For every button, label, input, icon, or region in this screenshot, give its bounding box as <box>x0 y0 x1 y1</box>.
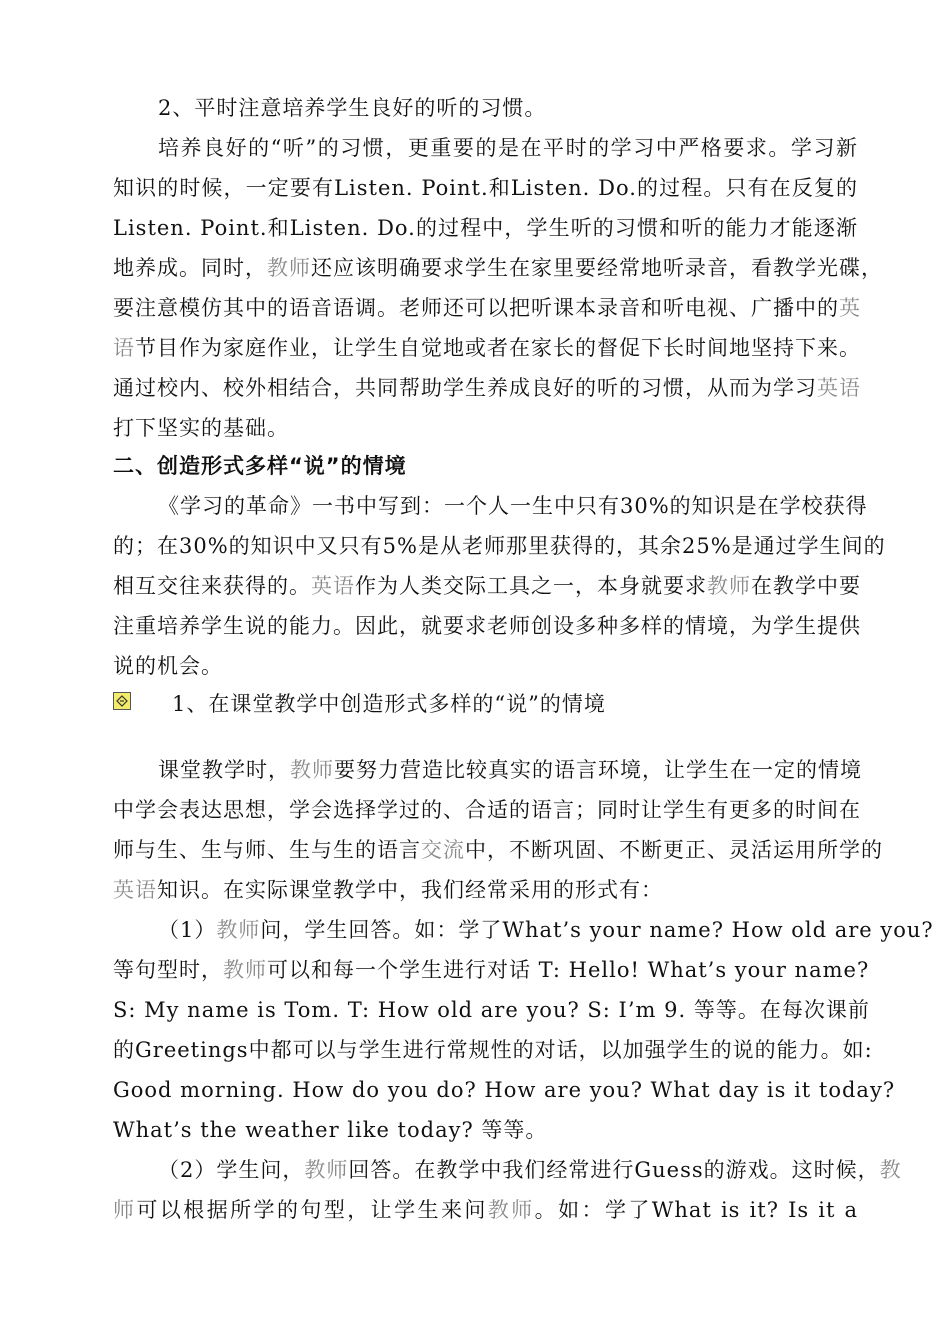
paragraph-line <box>113 1116 858 1144</box>
text-segment: 培养良好的“听”的习惯，更重要的是在平时的学习中严格要求。学习新 <box>158 136 858 160</box>
text-segment: 的Greetings中都可以与学生进行常规性的对话，以加强学生的说的能力。如: <box>113 1038 873 1062</box>
paragraph-line <box>113 876 858 904</box>
text-segment: 问，学生回答。如：学了What’s your name? How old are you? <box>260 918 934 942</box>
keyword-link[interactable]: 教师 <box>290 758 334 782</box>
paragraph-line <box>113 612 861 640</box>
keyword-link[interactable]: 教师 <box>487 1198 535 1222</box>
section-heading <box>113 452 858 480</box>
paragraph-line <box>158 756 862 784</box>
paragraph-line <box>113 572 861 600</box>
paragraph-line <box>113 796 861 824</box>
paragraph-line <box>113 1196 858 1224</box>
keyword-link[interactable]: 语 <box>113 336 135 360</box>
text-segment: 师与生、生与师、生与生的语言 <box>113 838 421 862</box>
keyword-link[interactable]: 英语 <box>113 878 157 902</box>
text-segment: 1、在课堂教学中创造形式多样的“说”的情境 <box>172 692 606 716</box>
paragraph-line <box>158 134 858 162</box>
paragraph-line <box>158 1156 902 1184</box>
keyword-link[interactable]: 英 <box>839 296 861 320</box>
text-segment: 2、平时注意培养学生良好的听的习惯。 <box>158 96 547 120</box>
text-segment: 注重培养学生说的能力。因此，就要求老师创设多种多样的情境，为学生提供 <box>113 614 861 638</box>
text-segment: 《学习的革命》一书中写到：一个人一生中只有30%的知识是在学校获得 <box>158 494 868 518</box>
text-segment: 知识的时候，一定要有Listen. Point.和Listen. Do.的过程。只有在反复的 <box>113 176 858 200</box>
keyword-link[interactable]: 交流 <box>421 838 465 862</box>
text-segment: 课堂教学时， <box>158 758 290 782</box>
text-segment: 节目作为家庭作业，让学生自觉地或者在家长的督促下长时间地坚持下来。 <box>135 336 861 360</box>
text-segment: Listen. Point.和Listen. Do.的过程中，学生听的习惯和听的能力才能逐渐 <box>113 216 858 240</box>
text-segment: 二、创造形式多样“说”的情境 <box>113 454 407 478</box>
keyword-link[interactable]: 教师 <box>216 918 261 942</box>
text-segment: Good morning. How do you do? How are you? What day is it today? <box>113 1078 896 1102</box>
text-segment: 可以和每一个学生进行对话 T: Hello! What’s your name? <box>267 958 870 982</box>
text-segment: 等句型时， <box>113 958 223 982</box>
text-segment: 回答。在教学中我们经常进行Guess的游戏。这时候， <box>348 1158 880 1182</box>
text-segment: 说的机会。 <box>113 654 223 678</box>
paragraph-line <box>113 1076 896 1104</box>
document-link-icon[interactable] <box>113 692 131 710</box>
item-title <box>158 94 858 122</box>
paragraph-line <box>158 916 934 944</box>
text-segment: 可以根据所学的句型，让学生来问 <box>136 1198 488 1222</box>
keyword-link[interactable]: 教师 <box>223 958 267 982</box>
paragraph-line <box>113 996 870 1024</box>
text-segment: 通过校内、校外相结合，共同帮助学生养成良好的听的习惯，从而为学习 <box>113 376 817 400</box>
keyword-link[interactable]: 英语 <box>311 574 355 598</box>
text-segment: What’s the weather like today? 等等。 <box>113 1118 548 1142</box>
paragraph-line <box>158 492 868 520</box>
paragraph-line <box>113 532 886 560</box>
text-segment: S: My name is Tom. T: How old are you? S: I’m 9. 等等。在每次课前 <box>113 998 870 1022</box>
paragraph-line <box>113 374 861 402</box>
paragraph-line <box>113 414 858 442</box>
paragraph-line <box>113 294 861 322</box>
keyword-link[interactable]: 师 <box>113 1198 137 1222</box>
paragraph-line <box>113 214 858 242</box>
text-segment: 。如：学了What is it? Is it a <box>534 1198 859 1222</box>
paragraph-line <box>113 334 861 362</box>
keyword-link[interactable]: 教 <box>879 1158 902 1182</box>
text-segment: 在教学中要 <box>751 574 861 598</box>
text-segment: 相互交往来获得的。 <box>113 574 311 598</box>
keyword-link[interactable]: 教师 <box>707 574 751 598</box>
paragraph-line <box>113 652 858 680</box>
text-segment: （2）学生问， <box>158 1158 305 1182</box>
text-segment: 要注意模仿其中的语音语调。老师还可以把听课本录音和听电视、广播中的 <box>113 296 839 320</box>
paragraph-line <box>113 956 870 984</box>
text-segment: （1） <box>158 918 217 942</box>
keyword-link[interactable]: 英语 <box>817 376 861 400</box>
text-segment: 打下坚实的基础。 <box>113 416 289 440</box>
text-segment: 作为人类交际工具之一，本身就要求 <box>355 574 707 598</box>
keyword-link[interactable]: 教师 <box>304 1158 349 1182</box>
keyword-link[interactable]: 教师 <box>267 256 311 280</box>
text-segment: 地养成。同时， <box>113 256 267 280</box>
paragraph-line <box>113 1036 873 1064</box>
paragraph-line <box>113 174 858 202</box>
paragraph-line <box>113 836 883 864</box>
text-segment: 中，不断巩固、不断更正、灵活运用所学的 <box>465 838 883 862</box>
paragraph-line <box>113 254 883 282</box>
text-segment: 还应该明确要求学生在家里要经常地听录音，看教学光碟， <box>311 256 883 280</box>
text-segment: 中学会表达思想，学会选择学过的、合适的语言；同时让学生有更多的时间在 <box>113 798 861 822</box>
text-segment: 知识。在实际课堂教学中，我们经常采用的形式有： <box>157 878 663 902</box>
item-title <box>172 690 772 718</box>
text-segment: 的；在30%的知识中又只有5%是从老师那里获得的，其余25%是通过学生间的 <box>113 534 886 558</box>
text-segment: 要努力营造比较真实的语言环境，让学生在一定的情境 <box>334 758 862 782</box>
